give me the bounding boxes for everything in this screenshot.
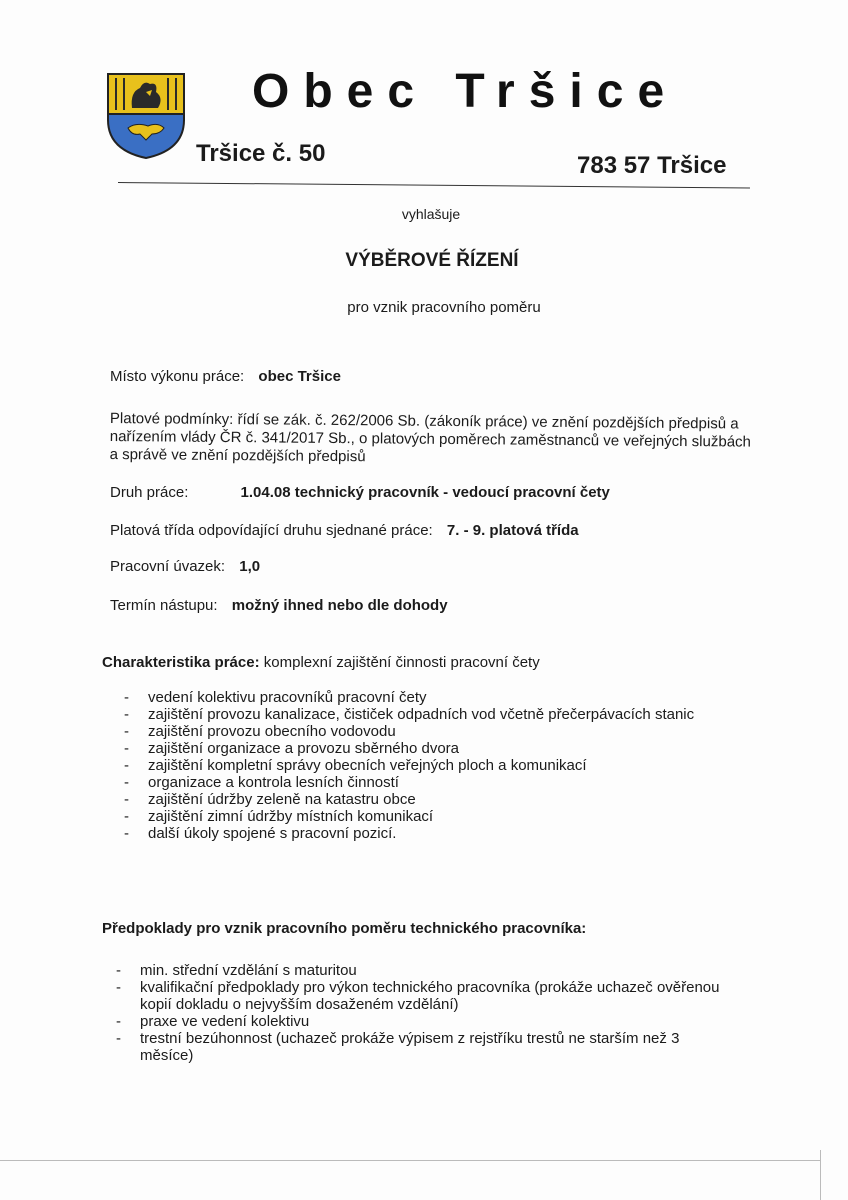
workload-value: 1,0	[239, 558, 261, 575]
characteristics-row	[102, 654, 540, 671]
list-item: - zajištění zimní údržby místních komunikací	[122, 808, 722, 825]
job-type-row	[110, 484, 610, 501]
list-item: - vedení kolektivu pracovníků pracovní čety	[122, 689, 722, 706]
list-item: - zajištění organizace a provozu sběrného dvora	[122, 740, 722, 757]
job-type-label: Druh práce:	[110, 484, 189, 501]
salary-class-label: Platová třída odpovídající druhu sjednané práce:	[110, 522, 433, 539]
requirements-heading: Předpoklady pro vznik pracovního poměru technického pracovníka:	[102, 920, 587, 937]
intro-text: vyhlašuje	[401, 206, 461, 222]
workload-label: Pracovní úvazek:	[110, 558, 226, 575]
document-heading: VÝBĚROVÉ ŘÍZENÍ	[345, 250, 519, 271]
document-subheading: pro vznik pracovního poměru	[347, 299, 541, 316]
list-item: - trestní bezúhonnost (uchazeč prokáže výpisem z rejstříku trestů ne starším než 3 měsíce)	[114, 1030, 724, 1064]
list-item: - organizace a kontrola lesních činností	[122, 774, 722, 791]
address-street: Tršice č. 50	[196, 140, 326, 167]
salary-class-row	[110, 522, 579, 539]
start-value: možný ihned nebo dle dohody	[231, 597, 448, 614]
list-item: - zajištění údržby zeleně na katastru obce	[122, 791, 722, 808]
list-item: - zajištění kompletní správy obecních veřejných ploch a komunikací	[122, 757, 722, 774]
salary-class-value: 7. - 9. platová třída	[446, 522, 579, 539]
address-postcode: 783 57 Tršice	[577, 152, 727, 179]
place-row	[110, 368, 341, 385]
scan-edge-mark	[820, 1150, 821, 1200]
municipality-title: Obec Tršice	[252, 65, 679, 118]
coat-of-arms-logo	[106, 72, 186, 160]
list-item: - kvalifikační předpoklady pro výkon technického pracovníka (prokáže uchazeč ověřenou kopií dokladu o nejvyšším dosaženém vzdělání)	[114, 979, 724, 1013]
job-type-value: 1.04.08 technický pracovník - vedoucí pracovní čety	[240, 484, 610, 501]
scan-edge-line	[0, 1160, 820, 1161]
list-item: - zajištění provozu kanalizace, čističek odpadních vod včetně přečerpávacích stanic	[122, 706, 722, 723]
characteristics-value: komplexní zajištění činnosti pracovní čety	[263, 654, 540, 671]
list-item: - další úkoly spojené s pracovní pozicí.	[122, 825, 722, 842]
list-item: - zajištění provozu obecního vodovodu	[122, 723, 722, 740]
characteristics-list	[122, 689, 722, 842]
requirements-list	[114, 962, 724, 1064]
letterhead-divider	[118, 182, 750, 189]
workload-row	[110, 558, 260, 575]
salary-conditions: Platové podmínky: řídí se zák. č. 262/2006 Sb. (zákoník práce) ve znění pozdějších předpisů a nařízením vlády ČR č. 341/2017 Sb., o platových poměrech zaměstnanců ve veřejných službách a správě ve znění pozdějších předpisů	[109, 410, 751, 466]
place-value: obec Tršice	[258, 368, 341, 385]
characteristics-label: Charakteristika práce:	[102, 654, 260, 671]
place-label: Místo výkonu práce:	[110, 368, 245, 385]
list-item: - min. střední vzdělání s maturitou	[114, 962, 724, 979]
list-item: - praxe ve vedení kolektivu	[114, 1013, 724, 1030]
start-row	[110, 597, 448, 614]
start-label: Termín nástupu:	[110, 597, 218, 614]
